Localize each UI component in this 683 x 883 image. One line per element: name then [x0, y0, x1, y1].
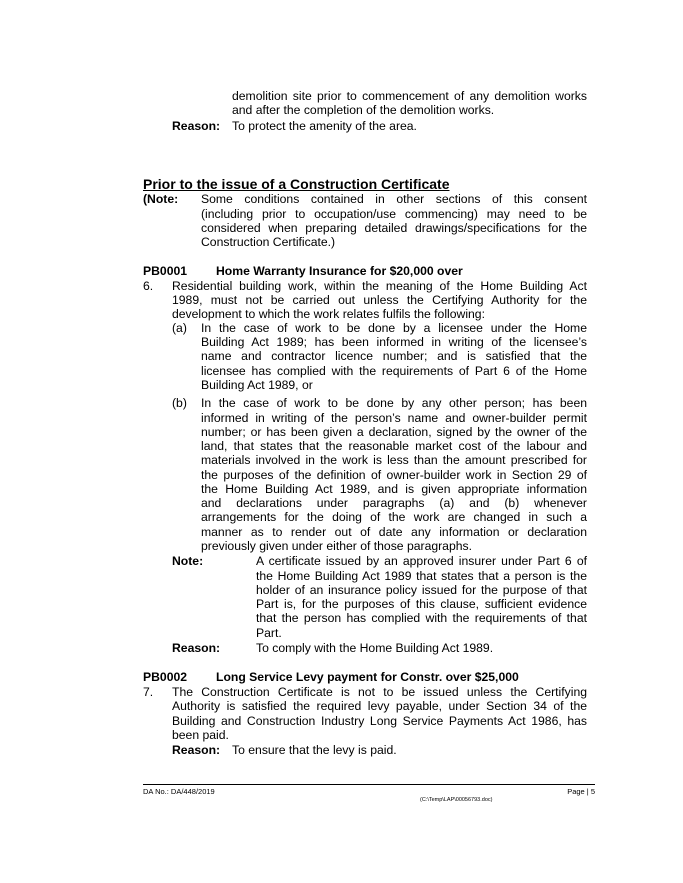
footer-file-path: (C:\Temp\LAP\00056793.doc) [420, 797, 493, 803]
condition-text-line: Authority is satisfied the required levy payable, under Section 34 of the [172, 699, 587, 713]
item-b-line: manner as to render out of date any information or declaration [201, 525, 587, 539]
footer-da-number: DA No.: DA/448/2019 [143, 787, 215, 796]
condition-code: PB0001 [143, 264, 188, 278]
item-b-line: In the case of work to be done by any other person; has been [201, 396, 587, 410]
section-note-line: considered when preparing detailed drawings/specifications for the [201, 221, 587, 235]
item-b-line: the Home Building Act 1989, and is given appropriate information [201, 482, 587, 496]
item-b-line: and declarations under paragraphs (a) and (b) whenever [201, 496, 587, 510]
item-b-line: informed in writing of the person’s name and owner-builder permit [201, 411, 587, 425]
reason-text: To protect the amenity of the area. [232, 119, 417, 133]
condition-title: Home Warranty Insurance for $20,000 over [216, 264, 463, 278]
note-label: Note: [172, 554, 204, 568]
note-line: Part is, for the purposes of this clause, sufficient evidence [256, 597, 587, 611]
reason-text: To comply with the Home Building Act 1989. [256, 641, 494, 655]
footer-rule [143, 784, 595, 785]
item-b-line: number; or has been given a declaration, signed by the owner of the [201, 425, 587, 439]
reason-label: Reason: [172, 743, 221, 757]
item-b-line: previously given under either of those paragraphs. [201, 539, 472, 553]
item-b-label: (b) [172, 396, 187, 410]
section-title: Prior to the issue of a Construction Certificate [143, 176, 450, 192]
footer-page-number: Page | 5 [567, 787, 595, 796]
condition-text-line: 1989, must not be carried out unless the Certifying Authority for the [172, 293, 587, 307]
item-b-line: land, that states that the reasonable market cost of the labour and [201, 439, 587, 453]
condition-text-line: Residential building work, within the meaning of the Home Building Act [172, 279, 587, 293]
section-note-line: Some conditions contained in other sections of this consent [201, 192, 587, 206]
item-b-line: arrangements for the doing of the work are changed in such a [201, 510, 587, 524]
condition-text-line: development to which the work relates fulfils the following: [172, 307, 485, 321]
reason-text: To ensure that the levy is paid. [232, 743, 397, 757]
condition-title: Long Service Levy payment for Constr. over $25,000 [216, 670, 519, 684]
note-line: Part. [256, 626, 282, 640]
item-a-line: Building Act 1989; has been informed in writing of the licensee’s [201, 335, 587, 349]
condition-text-line: The Construction Certificate is not to be issued unless the Certifying [172, 685, 587, 699]
condition-text-line: Building and Construction Industry Long Service Payments Act 1986, has [172, 714, 587, 728]
reason-label: Reason: [172, 641, 221, 655]
section-note-label: (Note: [143, 192, 179, 206]
reason-label: Reason: [172, 119, 221, 133]
condition-number: 6. [143, 279, 154, 293]
note-line: that the person has complied with the requirements of that [256, 611, 587, 625]
item-a-label: (a) [172, 321, 187, 335]
continuation-line-2: and after the completion of the demolition works. [232, 103, 495, 117]
item-a-line: name and contractor licence number; and is satisfied that the [201, 349, 587, 363]
section-note-line: Construction Certificate.) [201, 235, 336, 249]
condition-code: PB0002 [143, 670, 188, 684]
continuation-line-1: demolition site prior to commencement of any demolition works [232, 89, 587, 103]
note-line: holder of an insurance policy issued for the purpose of that [256, 583, 587, 597]
item-b-line: materials involved in the work is less than the amount prescribed for [201, 453, 587, 467]
note-line: the Home Building Act 1989 that states that a person is the [256, 569, 587, 583]
condition-text-line: been paid. [172, 728, 229, 742]
item-a-line: In the case of work to be done by a licensee under the Home [201, 321, 587, 335]
item-a-line: Building Act 1989, or [201, 378, 313, 392]
item-a-line: licensee has complied with the requirements of Part 6 of the Home [201, 364, 587, 378]
condition-number: 7. [143, 685, 154, 699]
item-b-line: the purposes of the definition of owner-builder work in Section 29 of [201, 468, 587, 482]
section-note-line: (including prior to occupation/use commencing) may need to be [201, 207, 587, 221]
note-line: A certificate issued by an approved insurer under Part 6 of [256, 554, 587, 568]
